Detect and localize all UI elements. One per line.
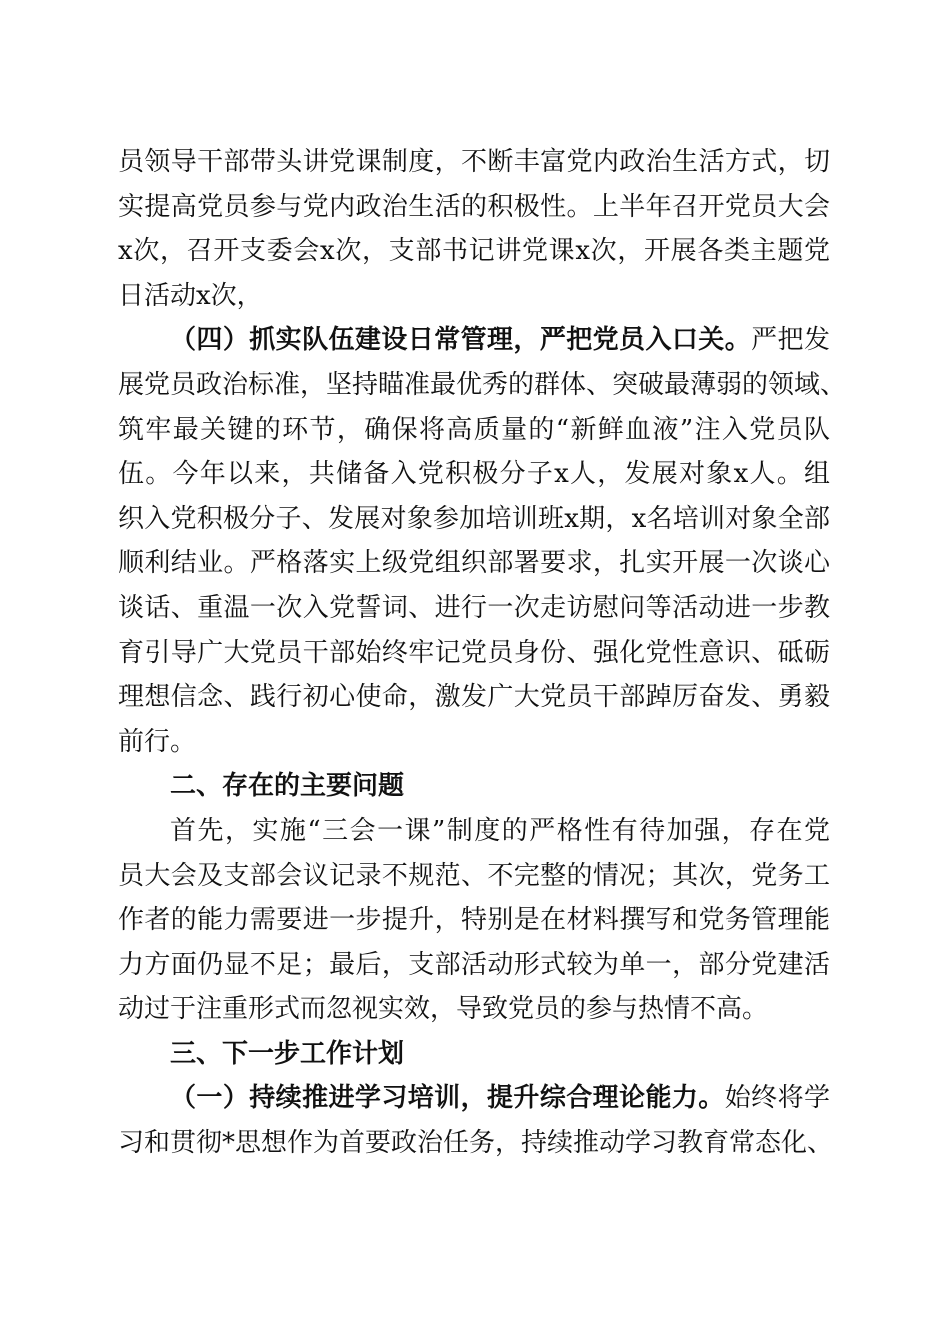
section-heading-problems: 二、存在的主要问题	[170, 771, 405, 802]
paragraph-problems	[118, 809, 830, 1032]
text-line: 谈话、重温一次入党誓词、进行一次走访慰问等活动进一步教	[118, 592, 830, 623]
text-line: 织入党积极分子、发展对象参加培训班x期，x名培训对象全部	[118, 503, 830, 534]
text-line: 员大会及支部会议记录不规范、不完整的情况；其次，党务工	[118, 860, 830, 891]
text-line: 作者的能力需要进一步提升，特别是在材料撰写和党务管理能	[118, 905, 830, 936]
text-line: 理想信念、践行初心使命，激发广大党员干部踔厉奋发、勇毅	[118, 682, 830, 713]
paragraph-meetings	[118, 140, 830, 318]
text-line: 前行。	[118, 726, 197, 757]
text-line	[118, 318, 830, 363]
text-line	[118, 1076, 830, 1121]
text-line: 实提高党员参与党内政治生活的积极性。上半年召开党员大会	[118, 191, 830, 222]
section-heading-next-steps: 三、下一步工作计划	[170, 1038, 405, 1069]
text-line: 动过于注重形式而忽视实效，导致党员的参与热情不高。	[118, 994, 769, 1025]
text-line: 员领导干部带头讲党课制度，不断丰富党内政治生活方式，切	[118, 147, 830, 177]
text-line: 育引导广大党员干部始终牢记党员身份、强化党性意识、砥砺	[118, 637, 830, 668]
text-line: 伍。今年以来，共储备入党积极分子x人，发展对象x人。组	[118, 459, 830, 490]
text-line: 日活动x次，	[118, 280, 263, 311]
text-span: 始终将学	[724, 1083, 830, 1114]
document-page	[118, 140, 847, 1166]
paragraph-team-building	[118, 318, 847, 764]
text-line: 习和贯彻*思想作为首要政治任务，持续推动学习教育常态化、	[118, 1128, 834, 1159]
text-span: 严把发	[751, 325, 830, 356]
text-line: 力方面仍显不足；最后，支部活动形式较为单一，部分党建活	[118, 949, 830, 980]
text-line: 展党员政治标准，坚持瞄准最优秀的群体、突破最薄弱的领域、	[118, 369, 847, 400]
text-line: x次，召开支委会x次，支部书记讲党课x次，开展各类主题党	[118, 236, 830, 267]
text-line: 筑牢最关键的环节，确保将高质量的“新鲜血液”注入党员队	[118, 414, 830, 445]
text-line: 首先，实施“三会一课”制度的严格性有待加强，存在党	[170, 815, 830, 846]
text-line: 顺利结业。严格落实上级党组织部署要求，扎实开展一次谈心	[118, 548, 830, 579]
paragraph-study	[118, 1076, 834, 1165]
subheading-four: （四）抓实队伍建设日常管理，严把党员入口关。	[170, 325, 752, 356]
subheading-one: （一）持续推进学习培训，提升综合理论能力。	[170, 1083, 725, 1114]
